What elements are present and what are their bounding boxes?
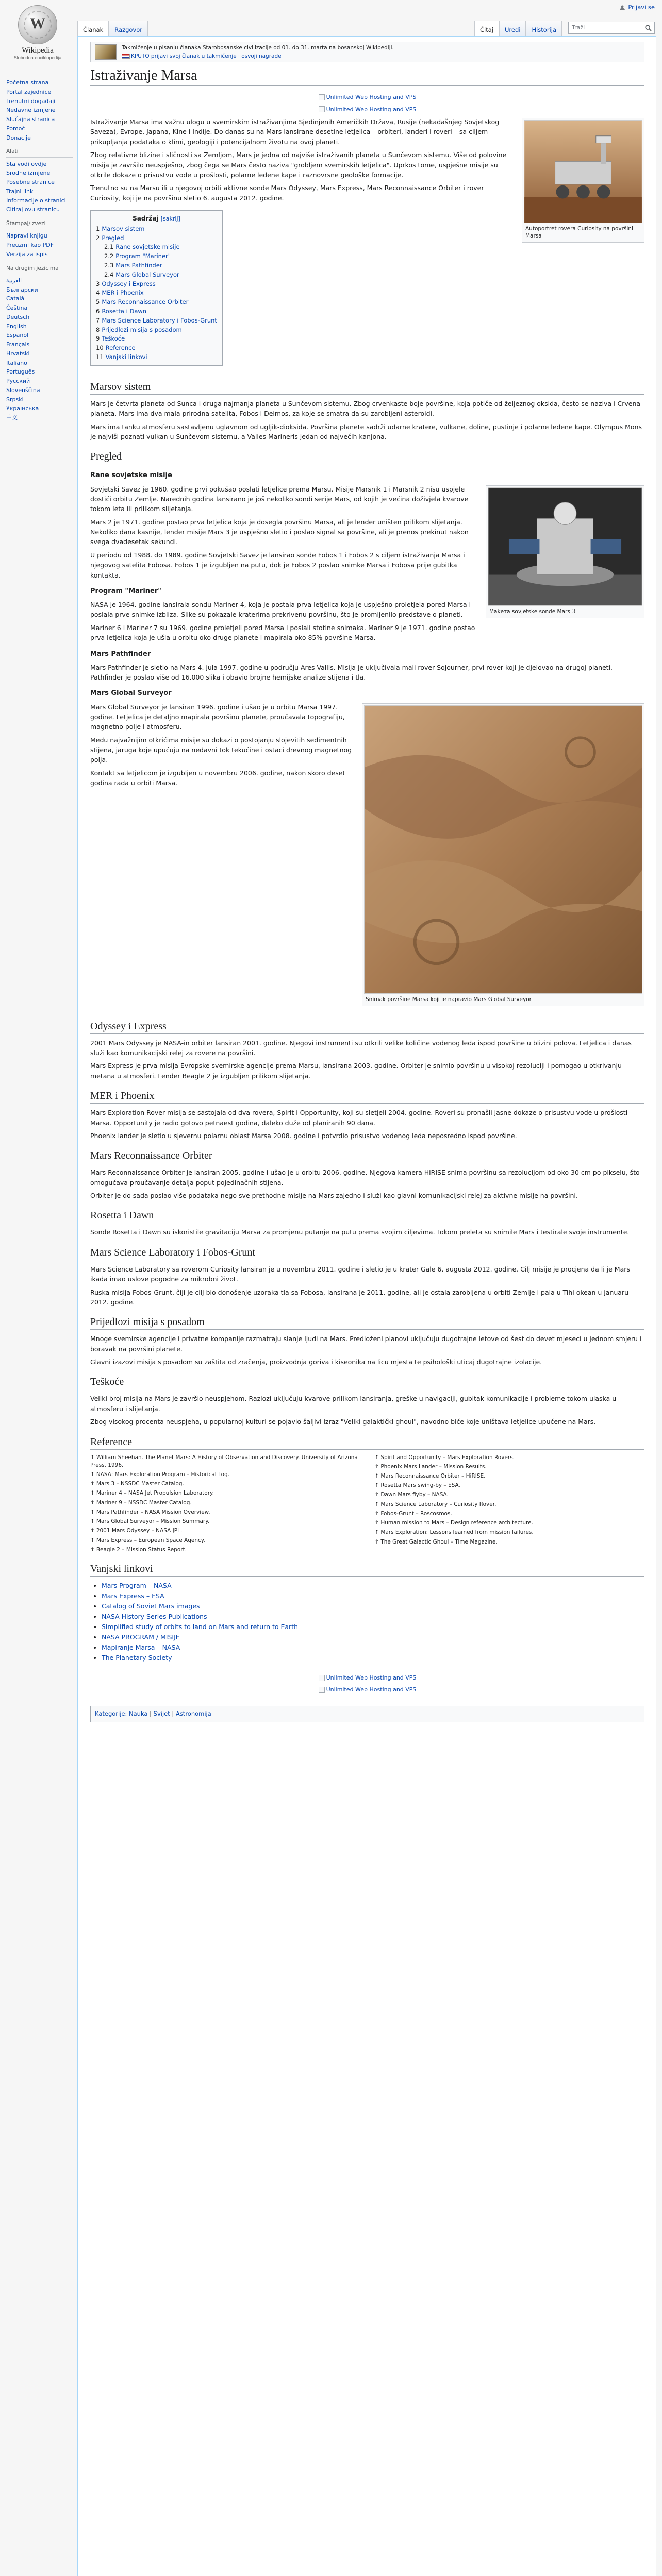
toc-number: 8	[96, 326, 100, 333]
backlink-arrow-icon[interactable]: ↑	[374, 1454, 379, 1461]
user-icon	[619, 5, 625, 11]
external-link-item	[102, 1591, 644, 1601]
toc-number: 2.2	[104, 252, 114, 260]
toc-item[interactable]	[96, 326, 217, 335]
sidebar-heading: Na drugim jezicima	[6, 264, 73, 274]
backlink-arrow-icon[interactable]: ↑	[374, 1473, 379, 1480]
sidebar-link[interactable]: Srpski	[6, 396, 24, 403]
toc-number: 10	[96, 344, 104, 352]
external-link-item	[102, 1642, 644, 1653]
search-placeholder: Traži	[572, 24, 585, 31]
toc-number: 5	[96, 298, 100, 306]
section-heading: Teškoće	[90, 1376, 644, 1389]
section-paragraph: Mars Reconnaissance Orbiter je lansiran 2005. godine i ušao je u orbitu 2006. godine. Njegova kamera HiRISE snima površinu sa rezolucijom od oko 30 cm po pikselu, što omogućava proučavanje detalja poput pojedinačnih stijena.	[90, 1168, 640, 1187]
ad-label[interactable]: Unlimited Web Hosting and VPS	[326, 94, 417, 101]
section-paragraph: Mars Pathfinder je sletio na Mars 4. jula 1997. godine u području Ares Vallis. Misija je uključivala mali rover Sojourner, prvi rover koji je djelovao na drugoj planeti. Pathfinder je poslao više od 16.000 slika i obavio brojne hemijske analize stijena i tla.	[90, 663, 613, 682]
sidebar-item	[6, 322, 73, 331]
toc-link[interactable]: Marsov sistem	[102, 225, 145, 232]
sidebar-item	[6, 331, 73, 340]
toc-link[interactable]: Teškoće	[102, 335, 125, 343]
backlink-arrow-icon[interactable]: ↑	[90, 1509, 95, 1515]
toc-item[interactable]	[96, 243, 217, 252]
banner-line-1: Takmičenje u pisanju članaka Starobosanske civilizacije od 01. do 31. marta na bosanskoj Wikipediji.	[122, 45, 394, 51]
external-links-list	[90, 1581, 644, 1663]
sidebar-link[interactable]: Català	[6, 295, 25, 302]
section-paragraph: Mars Express je prva misija Evropske svemirske agencije prema Marsu, lansirana 2003. godine. Orbiter je snimio površinu u visokoj rezoluciji i pomogao u otkrivanju metana u atmosferi. Lender Beagle 2 je izgubljen prilikom slijetanja.	[90, 1062, 622, 1080]
section-paragraph: Orbiter je do sada poslao više podataka nego sve prethodne misije na Mars zajedno i služi kao glavni komunikacijski relej za aktivne misije na površini.	[90, 1192, 578, 1200]
sidebar-link[interactable]: Slovenščina	[6, 386, 40, 394]
external-link-item	[102, 1612, 644, 1622]
page-title: Istraživanje Marsa	[90, 67, 644, 86]
broken-image-icon	[319, 1675, 325, 1681]
reference-text: Fobos-Grunt – Roscosmos.	[380, 1510, 452, 1517]
toc-number: 2.4	[104, 270, 114, 278]
reference-item	[90, 1527, 360, 1535]
section-paragraph: Mars ima tanku atmosferu sastavljenu uglavnom od ugljik-dioksida. Površina planete sadrži udarne kratere, vulkane, doline, pustinje i polarne ledene kape. Olympus Mons je najviši poznati vulkan u Sunčevom sistemu, a Valles Marineris jedan od najvećih kanjona.	[90, 422, 642, 440]
mars3-figure	[486, 485, 644, 618]
ad-slot[interactable]	[90, 104, 644, 114]
reference-item	[90, 1471, 360, 1479]
sidebar-item	[6, 404, 73, 413]
sidebar-link[interactable]: Български	[6, 286, 38, 293]
reference-item	[90, 1480, 360, 1488]
section-paragraph: Mnoge svemirske agencije i privatne kompanije razmatraju slanje ljudi na Mars. Predloženi planovi uključuju dugotrajne letove od šest do devet mjeseci u jednom smjeru i boravak na površini planete.	[90, 1335, 642, 1353]
toc-link[interactable]: Mars Reconnaissance Orbiter	[102, 298, 189, 306]
login-link[interactable]: Prijavi se	[628, 4, 655, 11]
sidebar-item	[6, 97, 73, 106]
tab-history[interactable]: Historija	[526, 21, 562, 36]
ad-label[interactable]: Unlimited Web Hosting and VPS	[326, 106, 417, 113]
section-heading: Marsov sistem	[90, 381, 644, 395]
section-paragraph: Mars Exploration Rover misija se sastojala od dva rovera, Spirit i Opportunity, koji su sletjeli 2004. godine. Roveri su pronašli jasne dokaze o prisustvu vode u prošlosti Marsa. Opportunity je radio gotovo petnaest godina, daleko duže od planiranih 90 dana.	[90, 1109, 628, 1127]
section-heading: Prijedlozi misija s posadom	[90, 1316, 644, 1330]
reference-text: Mars 3 – NSSDC Master Catalog.	[96, 1481, 184, 1487]
toc-item[interactable]	[96, 316, 217, 326]
references-list	[90, 1454, 644, 1554]
external-link-item	[102, 1632, 644, 1642]
backlink-arrow-icon[interactable]: ↑	[90, 1528, 95, 1534]
broken-image-icon	[319, 94, 325, 100]
banner-link[interactable]: KPUTO prijavi svoj članak u takmičenje i osvoji nagrade	[131, 53, 282, 60]
sidebar-heading: Štampaj/izvezi	[6, 219, 73, 229]
sidebar-item	[6, 106, 73, 115]
sidebar-link[interactable]: Napravi knjigu	[6, 232, 47, 240]
personal-tools	[619, 3, 655, 12]
sidebar-item	[6, 285, 73, 295]
external-link[interactable]: Catalog of Soviet Mars images	[102, 1602, 200, 1611]
reference-item	[375, 1501, 645, 1509]
toc-item[interactable]	[96, 334, 217, 344]
reference-item	[375, 1454, 645, 1462]
external-link[interactable]: NASA PROGRAM / MISIJE	[102, 1633, 180, 1641]
sidebar-item	[6, 88, 73, 97]
banner-image	[95, 44, 117, 60]
toc-number: 2.1	[104, 243, 114, 251]
sidebar-item	[6, 276, 73, 285]
ad-slot[interactable]	[90, 1684, 644, 1694]
toc-item[interactable]	[96, 234, 217, 243]
external-link-item	[102, 1622, 644, 1632]
section-heading: Rosetta i Dawn	[90, 1210, 644, 1223]
sidebar-item	[6, 359, 73, 368]
section-paragraph: Zbog visokog procenta neuspjeha, u popularnoj kulturi se pojavio šaljivi izraz "Veliki galaktički ghoul", navodno biće koje uništava letjelice upućene na Mars.	[90, 1418, 596, 1426]
ad-slot[interactable]	[90, 1672, 644, 1682]
toc-item[interactable]	[96, 298, 217, 307]
curiosity-rover-image[interactable]	[524, 120, 642, 223]
search-icon[interactable]	[642, 22, 654, 33]
ad-label[interactable]: Unlimited Web Hosting and VPS	[326, 1686, 417, 1693]
broken-image-icon	[319, 1687, 325, 1693]
sidebar	[0, 77, 77, 427]
toc-link[interactable]: Prijedlozi misija s posadom	[102, 326, 182, 333]
toc-number: 7	[96, 316, 100, 324]
backlink-arrow-icon[interactable]: ↑	[374, 1510, 379, 1517]
wikipedia-globe-icon	[18, 5, 57, 44]
backlink-arrow-icon[interactable]: ↑	[90, 1518, 95, 1525]
view-tabs	[474, 21, 655, 36]
section-paragraph: Veliki broj misija na Mars je završio neuspjehom. Razlozi uključuju kvarove prilikom lansiranja, greške u navigaciji, gubitak komunikacije i probleme tokom ulaska u atmosferu i slijetanja.	[90, 1395, 617, 1413]
sidebar-item	[6, 241, 73, 250]
sidebar-item	[6, 124, 73, 133]
sidebar-item	[6, 160, 73, 169]
backlink-arrow-icon[interactable]: ↑	[90, 1481, 95, 1487]
external-link[interactable]: Simplified study of orbits to land on Mars and return to Earth	[102, 1623, 299, 1631]
section-heading: Pregled	[90, 451, 644, 464]
figure-caption: Autoportret rovera Curiosity na površini Marsa	[525, 226, 633, 240]
toc-item[interactable]	[96, 344, 217, 353]
backlink-arrow-icon[interactable]: ↑	[374, 1529, 379, 1536]
backlink-arrow-icon[interactable]: ↑	[90, 1499, 95, 1506]
toc-number: 2.3	[104, 261, 114, 269]
external-link[interactable]: NASA History Series Publications	[102, 1613, 207, 1621]
mgs-figure	[362, 703, 644, 1006]
ad-label[interactable]: Unlimited Web Hosting and VPS	[326, 1674, 417, 1682]
sidebar-item	[6, 367, 73, 377]
backlink-arrow-icon[interactable]: ↑	[374, 1520, 379, 1527]
reference-text: Mariner 4 – NASA Jet Propulsion Laboratory.	[96, 1490, 214, 1497]
sidebar-portal	[0, 77, 77, 146]
toc-number: 11	[96, 353, 104, 361]
reference-item	[375, 1482, 645, 1489]
sidebar-link[interactable]: Trajni link	[6, 188, 34, 195]
external-link[interactable]: The Planetary Society	[102, 1654, 172, 1662]
reference-text: Beagle 2 – Mission Status Report.	[96, 1546, 187, 1553]
reference-text: Rosetta Mars swing-by – ESA.	[380, 1482, 460, 1489]
sidebar-link[interactable]: Početna strana	[6, 79, 49, 86]
toc-link[interactable]: Program "Mariner"	[115, 252, 171, 260]
toc-number: 6	[96, 308, 100, 315]
toc-number: 2	[96, 234, 100, 242]
namespace-tabs	[77, 21, 148, 36]
section-paragraph: Kontakt sa letjelicom je izgubljen u novembru 2006. godine, nakon skoro deset godina rada u orbiti Marsa.	[90, 769, 345, 787]
section-heading: MER i Phoenix	[90, 1090, 644, 1104]
reference-item	[90, 1489, 360, 1497]
main-content	[77, 36, 656, 2576]
reference-text: Mars Express – European Space Agency.	[96, 1537, 205, 1544]
intro-figure	[522, 118, 644, 243]
reference-text: Mars Exploration: Lessons learned from mission failures.	[380, 1529, 534, 1536]
toc-item[interactable]	[96, 307, 217, 316]
reference-text: Mars Global Surveyor – Mission Summary.	[96, 1518, 210, 1525]
external-link-item	[102, 1653, 644, 1663]
search-input[interactable]	[568, 22, 655, 34]
sidebar-portal	[0, 263, 77, 427]
reference-item	[90, 1499, 360, 1507]
sidebar-item	[6, 205, 73, 214]
reference-item	[90, 1537, 360, 1545]
sidebar-link[interactable]: Informacije o stranici	[6, 197, 66, 204]
section-paragraph: Mars Science Laboratory sa roverom Curiosity lansiran je u novembru 2011. godine i sletio je u krater Gale 6. augusta 2012. godine. Cilj misije je procjena da li je Mars ikada imao uslove pogodne za mikrobni život.	[90, 1265, 630, 1283]
reference-text: Mars Science Laboratory – Curiosity Rover.	[380, 1501, 496, 1507]
reference-item	[90, 1518, 360, 1526]
sidebar-item	[6, 303, 73, 313]
toc-link[interactable]: Vanjski linkovi	[105, 353, 147, 361]
sidebar-item	[6, 340, 73, 349]
reference-text: Mars Pathfinder – NASA Mission Overview.	[96, 1509, 210, 1515]
sidebar-link[interactable]: Deutsch	[6, 313, 30, 320]
toc-item[interactable]	[96, 353, 217, 362]
sidebar-portal	[0, 218, 77, 263]
table-of-contents	[90, 210, 223, 366]
sidebar-link[interactable]: Verzija za ispis	[6, 250, 48, 258]
section-paragraph: Ruska misija Fobos-Grunt, čiji je cilj bio donošenje uzoraka tla sa Fobosa, lansirana je 2011. godine, ali je ostala zarobljena u orbiti Zemlje i pala u Tihi okean u januaru 2012. godine.	[90, 1288, 629, 1306]
reference-text: Mars Reconnaissance Orbiter – HiRISE.	[380, 1473, 486, 1480]
section-heading: Odyssey i Express	[90, 1021, 644, 1034]
subsection-heading: Mars Global Surveyor	[90, 689, 172, 698]
external-link-item	[102, 1601, 644, 1612]
sidebar-link[interactable]: Donacije	[6, 134, 31, 141]
toc-item[interactable]	[96, 225, 217, 234]
toc-title: Sadržaj	[133, 215, 159, 223]
sidebar-link[interactable]: Italiano	[6, 359, 27, 366]
sidebar-link[interactable]: Preuzmi kao PDF	[6, 242, 54, 249]
toc-number: 3	[96, 280, 100, 287]
toc-link[interactable]: Reference	[105, 344, 136, 352]
sidebar-item	[6, 313, 73, 322]
sidebar-item	[6, 196, 73, 206]
section-paragraph: 2001 Mars Odyssey je NASA-in orbiter lansiran 2001. godine. Njegovi instrumenti su otkrili velike količine vodenog leda ispod površine u blizini polova. Letjelica i danas služi kao komunikacijski relej za rovere na površini.	[90, 1039, 632, 1057]
sidebar-link[interactable]: Čeština	[6, 304, 28, 312]
sidebar-link[interactable]: Citiraj ovu stranicu	[6, 206, 60, 213]
backlink-arrow-icon[interactable]: ↑	[90, 1546, 95, 1553]
sidebar-link[interactable]: Русский	[6, 378, 30, 385]
toc-link[interactable]: Mars Global Surveyor	[115, 270, 179, 278]
category-separator: |	[170, 1709, 176, 1717]
reference-text: Human mission to Mars – Design reference architecture.	[380, 1520, 533, 1527]
toc-item[interactable]	[96, 261, 217, 270]
flag-icon	[122, 54, 130, 59]
site-notice-banner	[90, 42, 644, 62]
section-heading: Mars Reconnaissance Orbiter	[90, 1150, 644, 1163]
tab-edit[interactable]: Uredi	[499, 21, 526, 36]
category-link[interactable]: Astronomija	[175, 1709, 211, 1717]
reference-item	[90, 1454, 360, 1469]
section-paragraph: Phoenix lander je sletio u sjevernu polarnu oblast Marsa 2008. godine i potvrdio prisustvo vodenog leda neposredno ispod površine.	[90, 1131, 517, 1140]
logo-wordmark: Wikipedia	[22, 46, 54, 55]
external-link[interactable]: Mars Program – NASA	[102, 1582, 172, 1590]
toc-number: 4	[96, 289, 100, 297]
sidebar-link[interactable]: Portal zajednice	[6, 88, 52, 95]
figure-caption: Snimak površine Marsa koji je napravio Mars Global Surveyor	[366, 996, 532, 1003]
sidebar-link[interactable]: Slučajna stranica	[6, 116, 55, 123]
reference-text: 2001 Mars Odyssey – NASA JPL.	[96, 1528, 183, 1534]
sidebar-item	[6, 168, 73, 178]
section-paragraph: Mariner 6 i Mariner 7 su 1969. godine proletjeli pored Marsa i poslali stotine snimaka. Mariner 9 je 1971. godine postao prva letjelica koja je ušla u orbitu oko druge planete i mapirala oko 85% površine Marsa.	[90, 623, 475, 642]
category-link[interactable]: Svijet	[153, 1709, 170, 1717]
sidebar-link[interactable]: Hrvatski	[6, 350, 30, 357]
backlink-arrow-icon[interactable]: ↑	[90, 1537, 95, 1544]
subsection-heading: Mars Pathfinder	[90, 650, 151, 658]
reference-text: Spirit and Opportunity – Mars Exploration Rovers.	[380, 1454, 515, 1461]
sidebar-link[interactable]: العربية	[6, 277, 22, 284]
external-link-item	[102, 1581, 644, 1591]
section-paragraph: NASA je 1964. godine lansirala sondu Mariner 4, koja je postala prva letjelica koja je uspješno proletjela pored Marsa i poslala prve snimke izbliza. Slike su pokazale kraterima prekrivenu površinu, što je promijenilo predstave o planeti.	[90, 601, 471, 619]
top-bar	[0, 0, 662, 36]
external-link[interactable]: Mars Express – ESA	[102, 1592, 164, 1600]
toc-item[interactable]	[96, 252, 217, 261]
backlink-arrow-icon[interactable]: ↑	[90, 1490, 95, 1497]
toc-link[interactable]: Rane sovjetske misije	[115, 243, 180, 251]
tab-talk[interactable]: Razgovor	[109, 21, 148, 36]
intro-paragraph: Istraživanje Marsa ima važnu ulogu u svemirskim istraživanjima Sjedinjenih Američkih Država, Rusije (nekadašnjeg Sovjetskog Saveza), Evrope, Japana, Kine i Indije. Do danas su na Mars lansirane desetine letjelica – orbiteri, landeri i roveri – sa ciljem prikupljanja podataka o klimi, geologiji i potencijalnom životu na ovoj planeti.	[90, 118, 500, 146]
reference-text: Phoenix Mars Lander – Mission Results.	[380, 1463, 487, 1470]
section-paragraph: Glavni izazovi misija s posadom su zaštita od zračenja, proizvodnja goriva i kiseonika na licu mjesta te psihološki uticaj dugotrajne izolacije.	[90, 1358, 542, 1366]
category-link[interactable]: Nauka	[129, 1709, 148, 1717]
reference-item	[375, 1538, 645, 1546]
section-heading: Mars Science Laboratory i Fobos-Grunt	[90, 1247, 644, 1260]
broken-image-icon	[319, 106, 325, 112]
toc-link[interactable]: Rosetta i Dawn	[102, 308, 147, 315]
category-separator: |	[147, 1709, 154, 1717]
reference-text: Dawn Mars flyby – NASA.	[380, 1492, 449, 1498]
sidebar-portal	[0, 146, 77, 218]
sidebar-link[interactable]: Português	[6, 368, 35, 376]
reference-item	[375, 1463, 645, 1471]
category-links	[90, 1706, 644, 1722]
section-paragraph: Mars 2 je 1971. godine postao prva letjelica koja je dosegla površinu Marsa, ali je lender uništen prilikom slijetanja. Nekoliko dana kasnije, lender misije Mars 3 je uspješno sletio i poslao signal sa površine, ali je prenos prekinut nakon svega dvadesetak sekundi.	[90, 518, 469, 546]
section-paragraph: Sonde Rosetta i Dawn su iskoristile gravitaciju Marsa za promjenu putanje na putu prema svojim ciljevima. Tokom preleta su snimile Mars i testirale svoje instrumente.	[90, 1228, 630, 1236]
reference-item	[375, 1529, 645, 1536]
section-heading: Vanjski linkovi	[90, 1563, 644, 1577]
sidebar-link[interactable]: Pomoć	[6, 125, 25, 132]
sidebar-item	[6, 178, 73, 187]
site-logo[interactable]	[4, 2, 71, 69]
categories-label[interactable]: Kategorije:	[95, 1709, 127, 1717]
external-link[interactable]: Mapiranje Marsa – NASA	[102, 1643, 180, 1652]
toc-item[interactable]	[96, 289, 217, 298]
sidebar-item	[6, 115, 73, 124]
sidebar-heading: Alati	[6, 147, 73, 157]
backlink-arrow-icon[interactable]: ↑	[374, 1463, 379, 1470]
reference-text: William Sheehan. The Planet Mars: A History of Observation and Discovery. University of Arizona Press, 1996.	[90, 1454, 358, 1468]
subsection-heading: Rane sovjetske misije	[90, 471, 172, 480]
reference-text: NASA: Mars Exploration Program – Historical Log.	[96, 1471, 230, 1478]
ad-slot[interactable]	[90, 92, 644, 101]
backlink-arrow-icon[interactable]: ↑	[374, 1482, 379, 1489]
toc-item[interactable]	[96, 280, 217, 289]
sidebar-link[interactable]: Srodne izmjene	[6, 170, 51, 177]
section-paragraph: Mars je četvrta planeta od Sunca i druga najmanja planeta u Sunčevom sistemu. Zbog crvenkaste boje površine, koja potiče od željeznog oksida, često se naziva i Crvena planeta. Mars ima dva mala prirodna satelita, Fobos i Deimos, za koje se smatra da su zarobljeni asteroidi.	[90, 399, 641, 418]
toc-number: 9	[96, 335, 100, 343]
sidebar-link[interactable]: Nedavne izmjene	[6, 107, 56, 114]
section-paragraph: U periodu od 1988. do 1989. godine Sovjetski Savez je lansirao sonde Fobos 1 i Fobos 2 s ciljem istraživanja Marsa i njegovog satelita Fobosa. Fobos 1 je izgubljen na putu, dok je Fobos 2 poslao snimke Marsa i Fobosa prije gubitka kontakta.	[90, 551, 465, 579]
intro-paragraph: Zbog relativne blizine i sličnosti sa Zemljom, Mars je jedna od najviše istraživanih planeta u Sunčevom sistemu. Više od polovine misija je završilo neuspješno, zbog čega se Mars često naziva "grobljem svemirskih letjelica". Uprkos tome, uspješne misije su otkrile dokaze o prisustvu vode u prošlosti, polarne ledene kape i raznovrsne geološke formacije.	[90, 151, 507, 179]
sidebar-item	[6, 78, 73, 88]
figure-caption: Makета sovjetske sonde Mars 3	[489, 608, 575, 615]
toc-item[interactable]	[96, 270, 217, 280]
backlink-arrow-icon[interactable]: ↑	[374, 1538, 379, 1545]
intro-paragraph: Trenutno su na Marsu ili u njegovoj orbiti aktivne sonde Mars Odyssey, Mars Express, Mars Reconnaissance Orbiter i rover Curiosity, koji je na površinu sletio 6. augusta 2012. godine.	[90, 184, 484, 202]
section-paragraph: Sovjetski Savez je 1960. godine prvi pokušao poslati letjelice prema Marsu. Misije Marsnik 1 i Marsnik 2 nisu uspjele dostići orbitu Zemlje. Narednih godina lansirano je još nekoliko sondi serije Mars, od kojih je većina doživjela kvarove tokom leta ili prilikom slijetanja.	[90, 485, 469, 513]
toc-number: 1	[96, 225, 100, 232]
reference-text: The Great Galactic Ghoul – Time Magazine.	[380, 1538, 498, 1545]
tab-read[interactable]: Čitaj	[474, 21, 499, 36]
backlink-arrow-icon[interactable]: ↑	[374, 1501, 379, 1507]
mars3-probe-image[interactable]	[488, 487, 642, 606]
sidebar-item	[6, 231, 73, 241]
toc-link[interactable]: MER i Phoenix	[102, 289, 144, 297]
section-paragraph: Među najvažnijim otkrićima misije su dokazi o postojanju slojevitih sedimentnih stijena, jaruga koje upućuju na nedavni tok tekućine i ostaci drevnog magnetnog polja.	[90, 736, 352, 764]
reference-item	[90, 1509, 360, 1516]
sidebar-link[interactable]: Trenutni događaji	[6, 97, 56, 105]
sidebar-link[interactable]: 中文	[6, 414, 18, 421]
reference-item	[90, 1546, 360, 1554]
sidebar-link[interactable]: English	[6, 323, 27, 330]
mars-surface-image[interactable]	[364, 705, 642, 994]
toc-link[interactable]: Mars Science Laboratory i Fobos-Grunt	[102, 316, 217, 324]
sidebar-item	[6, 413, 73, 422]
backlink-arrow-icon[interactable]: ↑	[90, 1471, 95, 1478]
toc-link[interactable]: Odyssey i Express	[102, 280, 156, 287]
reference-item	[375, 1510, 645, 1518]
sidebar-item	[6, 395, 73, 404]
backlink-arrow-icon[interactable]: ↑	[90, 1454, 95, 1461]
toc-hide-toggle[interactable]: [sakrij]	[160, 215, 180, 223]
tab-article[interactable]: Članak	[77, 21, 109, 36]
sidebar-item	[6, 377, 73, 386]
sidebar-item	[6, 294, 73, 303]
section-paragraph: Mars Global Surveyor je lansiran 1996. godine i ušao je u orbitu Marsa 1997. godine. Letjelica je detaljno mapirala površinu planete, proučavala topografiju, magnetno polje i atmosferu.	[90, 703, 345, 731]
backlink-arrow-icon[interactable]: ↑	[374, 1492, 379, 1498]
sidebar-item	[6, 187, 73, 196]
reference-item	[375, 1519, 645, 1527]
sidebar-item	[6, 349, 73, 359]
sidebar-link[interactable]: Українська	[6, 405, 39, 412]
toc-link[interactable]: Mars Pathfinder	[115, 261, 162, 269]
sidebar-link[interactable]: Français	[6, 341, 30, 348]
sidebar-link[interactable]: Posebne stranice	[6, 179, 55, 186]
sidebar-item	[6, 386, 73, 395]
logo-tagline: Slobodna enciklopedija	[13, 55, 62, 60]
section-heading: Reference	[90, 1436, 644, 1450]
subsection-heading: Program "Mariner"	[90, 587, 162, 595]
reference-item	[375, 1491, 645, 1499]
sidebar-item	[6, 250, 73, 259]
reference-text: Mariner 9 – NSSDC Master Catalog.	[96, 1499, 192, 1506]
sidebar-link[interactable]: Español	[6, 332, 29, 339]
reference-item	[375, 1472, 645, 1480]
sidebar-item	[6, 133, 73, 143]
sidebar-link[interactable]: Šta vodi ovdje	[6, 160, 47, 167]
toc-link[interactable]: Pregled	[102, 234, 124, 242]
